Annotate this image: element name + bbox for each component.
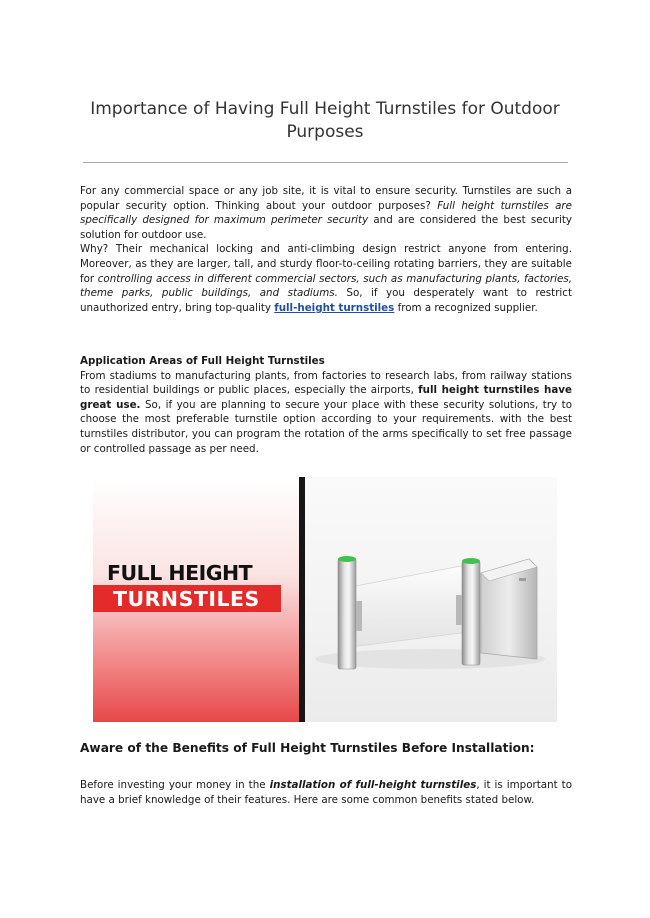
full-height-turnstiles-link[interactable]: full-height turnstiles [274, 301, 395, 314]
application-section [80, 354, 572, 456]
benefits-text-end: , it is important to have a brief knowledge of their features. Here are some common benefits stated below. [80, 779, 573, 806]
application-paragraph [80, 369, 572, 457]
why-text-mid: So, if you desperately want to restrict unauthorized entry, bring top-quality [80, 287, 572, 314]
application-bold: full height turnstiles have great use. [80, 384, 572, 411]
benefits-emphasis: installation of full-height turnstiles [269, 779, 477, 791]
turnstile-banner-image [93, 477, 557, 722]
why-text-end: from a recognized supplier. [394, 301, 538, 314]
benefits-text: Before investing your money in the [80, 779, 270, 791]
turnstile-photo [305, 477, 557, 722]
why-emphasis: controlling access in different commercial sectors, such as manufacturing plants, factories, theme parks, public buildings, and stadiums. [80, 272, 572, 300]
intro-section [80, 184, 572, 315]
banner-title-line1: FULL HEIGHT [107, 561, 253, 585]
page-title: Importance of Having Full Height Turnstiles for Outdoor Purposes [90, 99, 560, 142]
benefits-section [80, 778, 572, 807]
intro-text: For any commercial space or any job site, it is vital to ensure security. Turnstiles are such a popular security option. Thinking about your outdoor purposes? [80, 185, 572, 212]
turnstile-illustration [305, 477, 557, 722]
why-paragraph [80, 242, 572, 315]
application-heading: Application Areas of Full Height Turnstiles [80, 355, 325, 367]
intro-text-end: and are considered the best security solution for outdoor use. [80, 214, 572, 241]
banner-title-line2: TURNSTILES [113, 587, 260, 611]
title-divider [83, 162, 568, 163]
why-text: Why? Their mechanical locking and anti-climbing design restrict anyone from entering. Moreover, as they are larger, tall, and sturdy floor-to-ceiling rotating barriers, they are suitable for [80, 243, 572, 285]
intro-paragraph [80, 184, 572, 242]
application-text-end: So, if you are planning to secure your place with these security solutions, try to choose the most preferable turnstile option according to your requirements. with the best turnstiles distributor, you can program the rotation of the arms specifically to set free passage or controlled passage as per need. [80, 398, 572, 455]
benefits-paragraph [80, 778, 572, 807]
benefits-heading: Aware of the Benefits of Full Height Turnstiles Before Installation: [80, 741, 535, 755]
intro-emphasis: Full height turnstiles are specifically designed for maximum perimeter security [80, 199, 572, 227]
application-text: From stadiums to manufacturing plants, from factories to research labs, from railway stations to residential buildings or public places, especially the airports, [80, 369, 572, 397]
banner-text-panel [93, 477, 299, 722]
